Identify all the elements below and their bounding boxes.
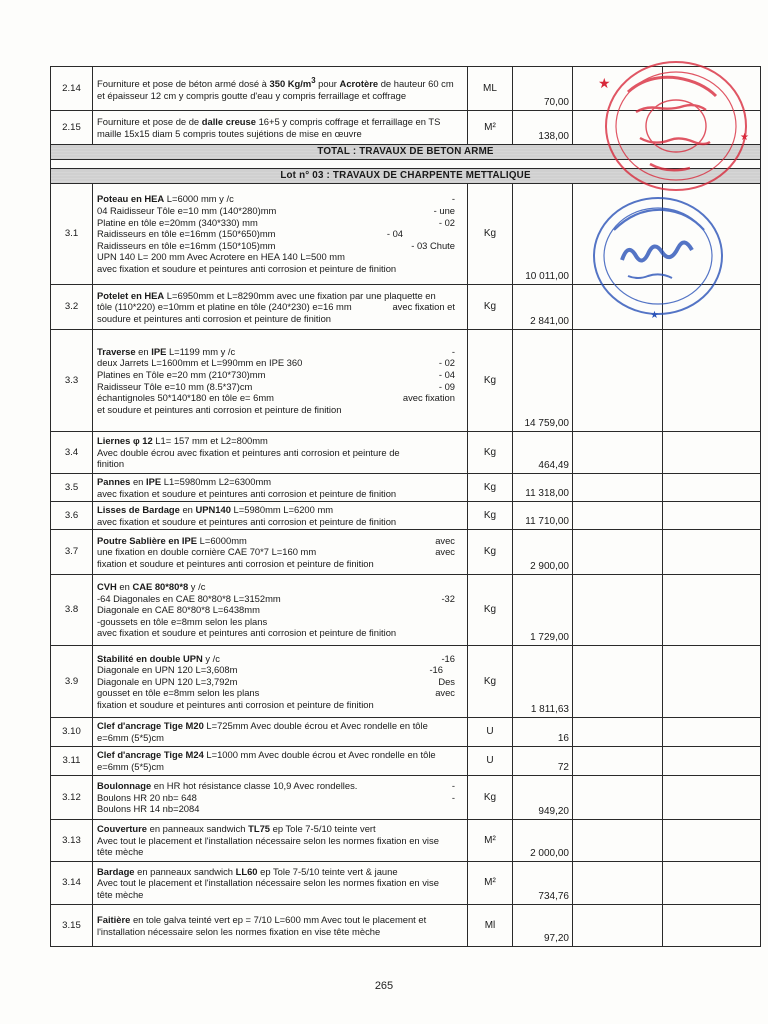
item-description-cell xyxy=(93,646,468,718)
description-text: et soudure et peintures anti corrosion et peinture de finition xyxy=(97,403,342,415)
description-text: Avec double écrou avec fixation et peintures anti corrosion et peinture de xyxy=(97,446,400,458)
item-number-cell: 2.14 xyxy=(51,67,93,111)
description-line xyxy=(97,516,463,528)
description-aside: -32 xyxy=(441,592,455,604)
description-line xyxy=(97,616,463,628)
description-aside: - 09 xyxy=(438,380,455,392)
description-text: Boulons HR 20 nb= 648 xyxy=(97,791,197,803)
item-description-cell xyxy=(93,776,468,820)
description-line xyxy=(97,664,463,676)
amount-cell xyxy=(663,776,761,820)
description-text: Diagonale en CAE 80*80*8 L=6438mm xyxy=(97,604,260,616)
quantity-cell: 2 000,00 xyxy=(513,820,573,862)
description-line xyxy=(97,381,463,393)
unit-price-cell xyxy=(573,718,663,747)
description-text: Couverture en panneaux sandwich TL75 ep Tole 7-5/10 teinte vert xyxy=(97,823,376,835)
description-line xyxy=(97,546,463,558)
table-row xyxy=(51,575,761,646)
description-aside: avec xyxy=(435,687,455,699)
amount-cell xyxy=(663,184,761,285)
description-line xyxy=(97,217,463,229)
description-aside: avec xyxy=(435,546,455,558)
table-row xyxy=(51,67,761,111)
table-row xyxy=(51,776,761,820)
description-text: avec fixation et soudure et peintures anti corrosion et peinture de finition xyxy=(97,515,397,527)
description-text: Fourniture et pose de de dalle creuse 16+5 y compris coffrage et ferraillage en TS xyxy=(97,115,441,127)
description-line xyxy=(97,301,463,313)
description-line xyxy=(97,780,463,792)
unit-price-cell xyxy=(573,530,663,575)
unit-cell: Kg xyxy=(468,285,513,330)
description-line xyxy=(97,263,463,275)
description-aside: - xyxy=(451,193,455,205)
description-text: Faitière en tole galva teinté vert ep = 7/10 L=600 mm Avec tout le placement et xyxy=(97,913,427,925)
description-line xyxy=(97,792,463,804)
section-band-title: TOTAL : TRAVAUX DE BETON ARME xyxy=(51,145,761,160)
unit-price-cell xyxy=(573,776,663,820)
description-line xyxy=(97,720,463,732)
quantity-cell: 1 729,00 xyxy=(513,575,573,646)
amount-cell xyxy=(663,67,761,111)
description-line xyxy=(97,228,463,240)
description-text: tête mèche xyxy=(97,846,144,858)
item-description-cell xyxy=(93,111,468,145)
unit-cell: Kg xyxy=(468,330,513,432)
description-text: tête mèche xyxy=(97,888,144,900)
item-description-cell xyxy=(93,530,468,575)
table-spacer-row xyxy=(51,160,761,169)
description-text: Clef d'ancrage Tige M20 L=725mm Avec double écrou et Avec rondelle en tôle xyxy=(97,720,428,732)
table-body xyxy=(51,67,761,947)
unit-price-cell xyxy=(573,747,663,776)
description-text: soudure et peintures anti corrosion et peinture de finition xyxy=(97,312,331,324)
description-line xyxy=(97,699,463,711)
table-row xyxy=(51,905,761,947)
section-band-row xyxy=(51,169,761,184)
item-description-cell xyxy=(93,718,468,747)
quantity-cell: 97,20 xyxy=(513,905,573,947)
table-row xyxy=(51,820,761,862)
item-number-cell: 3.13 xyxy=(51,820,93,862)
item-description-cell xyxy=(93,474,468,502)
description-line xyxy=(97,488,463,500)
table-row xyxy=(51,111,761,145)
description-text: CVH en CAE 80*80*8 y /c xyxy=(97,581,206,593)
description-text: Avec tout le placement et l'installation nécessaire selon les normes fixation en vise xyxy=(97,834,439,846)
description-text: Traverse en IPE L=1199 mm y /c xyxy=(97,345,236,357)
description-line xyxy=(97,926,463,938)
table-row xyxy=(51,862,761,905)
unit-cell: Kg xyxy=(468,432,513,474)
item-number-cell: 3.2 xyxy=(51,285,93,330)
unit-cell: Kg xyxy=(468,184,513,285)
unit-cell: Kg xyxy=(468,502,513,530)
description-aside: -16 xyxy=(441,652,455,664)
description-line xyxy=(97,761,463,773)
amount-cell xyxy=(663,646,761,718)
item-number-cell: 3.15 xyxy=(51,905,93,947)
amount-cell xyxy=(663,530,761,575)
description-text: fixation et soudure et peintures anti corrosion et peinture de finition xyxy=(97,698,374,710)
description-aside: -16 xyxy=(429,664,443,676)
description-aside: - 04 xyxy=(438,368,455,380)
section-band-row xyxy=(51,145,761,160)
description-text: UPN 140 L= 200 mm Avec Acrotere en HEA 140 L=500 mm xyxy=(97,251,345,263)
amount-cell xyxy=(663,474,761,502)
table-row xyxy=(51,432,761,474)
description-text: avec fixation et soudure et peintures anti corrosion et peinture de finition xyxy=(97,487,397,499)
description-text: Diagonale en UPN 120 L=3,608m xyxy=(97,664,238,676)
item-number-cell: 3.10 xyxy=(51,718,93,747)
item-number-cell: 3.3 xyxy=(51,330,93,432)
item-number-cell: 3.11 xyxy=(51,747,93,776)
description-text: Liernes φ 12 L1= 157 mm et L2=800mm xyxy=(97,435,268,447)
description-text: Poutre Sablière en IPE L=6000mm xyxy=(97,534,247,546)
item-number-cell: 3.1 xyxy=(51,184,93,285)
item-description-cell xyxy=(93,285,468,330)
description-line xyxy=(97,447,463,459)
description-line xyxy=(97,914,463,926)
description-text: une fixation en double cornière CAE 70*7 L=160 mm xyxy=(97,546,317,558)
description-text: maille 15x15 diam 5 compris toutes sujétions de mise en œuvre xyxy=(97,127,362,139)
description-aside: - 03 Chute xyxy=(411,239,455,251)
item-description-cell xyxy=(93,905,468,947)
description-aside: - xyxy=(451,791,455,803)
description-line xyxy=(97,653,463,665)
unit-price-cell xyxy=(573,646,663,718)
table-row xyxy=(51,646,761,718)
quantity-cell: 10 011,00 xyxy=(513,184,573,285)
description-text: Raidisseurs en tôle e=16mm (150*650)mm xyxy=(97,228,276,240)
description-text: e=6mm (5*5)cm xyxy=(97,732,164,743)
quantity-cell: 14 759,00 xyxy=(513,330,573,432)
item-description-cell xyxy=(93,862,468,905)
quantity-cell: 138,00 xyxy=(513,111,573,145)
description-line xyxy=(97,90,463,102)
quantity-cell: 72 xyxy=(513,747,573,776)
description-text: -64 Diagonales en CAE 80*80*8 L=3152mm xyxy=(97,592,281,604)
description-text: échantignoles 50*140*180 en tôle e= 6mm xyxy=(97,392,274,404)
description-text: fixation et soudure et peintures anti corrosion et peinture de finition xyxy=(97,557,374,569)
unit-price-cell xyxy=(573,575,663,646)
description-text: Fourniture et pose de béton armé dosé à 350 $Kg/m^3$ pour Acrotère de hauteur 60 cm xyxy=(97,76,454,90)
description-text: avec fixation et soudure et peintures anti corrosion et peinture de finition xyxy=(97,262,397,274)
item-number-cell: 2.15 xyxy=(51,111,93,145)
description-line xyxy=(97,392,463,404)
description-aside: avec xyxy=(435,534,455,546)
description-line xyxy=(97,251,463,263)
quantity-cell: 2 900,00 xyxy=(513,530,573,575)
unit-price-cell xyxy=(573,330,663,432)
description-line xyxy=(97,604,463,616)
description-line xyxy=(97,313,463,325)
description-text: Poteau en HEA L=6000 mm y /c xyxy=(97,193,234,205)
amount-cell xyxy=(663,330,761,432)
page-number: 265 xyxy=(374,980,394,992)
description-line xyxy=(97,535,463,547)
description-line xyxy=(97,627,463,639)
amount-cell xyxy=(663,862,761,905)
quantity-cell: 11 710,00 xyxy=(513,502,573,530)
unit-price-cell xyxy=(573,905,663,947)
quantity-cell: 70,00 xyxy=(513,67,573,111)
description-text: finition xyxy=(97,458,125,470)
item-description-cell xyxy=(93,67,468,111)
table-row xyxy=(51,747,761,776)
description-text: Clef d'ancrage Tige M24 L=1000 mm Avec double écrou et Avec rondelle en tôle xyxy=(97,749,436,761)
description-line xyxy=(97,357,463,369)
unit-cell: M² xyxy=(468,820,513,862)
description-text: Raidisseur Tôle e=10 mm (8.5*37)cm xyxy=(97,380,253,392)
unit-cell: M² xyxy=(468,111,513,145)
description-text: Pannes en IPE L1=5980mm L2=6300mm xyxy=(97,475,272,487)
unit-price-cell xyxy=(573,820,663,862)
description-text: Platines en Tôle e=20 mm (210*730)mm xyxy=(97,368,266,380)
item-number-cell: 3.14 xyxy=(51,862,93,905)
item-number-cell: 3.8 xyxy=(51,575,93,646)
item-description-cell xyxy=(93,747,468,776)
amount-cell xyxy=(663,747,761,776)
description-line xyxy=(97,116,463,128)
description-line xyxy=(97,749,463,761)
description-line xyxy=(97,458,463,470)
amount-cell xyxy=(663,111,761,145)
quantity-cell: 734,76 xyxy=(513,862,573,905)
unit-price-cell xyxy=(573,862,663,905)
unit-cell: U xyxy=(468,718,513,747)
item-number-cell: 3.9 xyxy=(51,646,93,718)
amount-cell xyxy=(663,905,761,947)
description-line xyxy=(97,476,463,488)
description-line xyxy=(97,581,463,593)
amount-cell xyxy=(663,820,761,862)
description-text: 04 Raidisseur Tôle e=10 mm (140*280)mm xyxy=(97,205,277,217)
description-text: Boulonnage en HR hot résistance classe 10,9 Avec rondelles. xyxy=(97,780,358,792)
description-aside: avec fixation et xyxy=(392,301,455,313)
quantity-cell: 1 811,63 xyxy=(513,646,573,718)
unit-cell: Ml xyxy=(468,905,513,947)
unit-price-cell xyxy=(573,285,663,330)
description-line xyxy=(97,404,463,416)
description-line xyxy=(97,240,463,252)
item-number-cell: 3.5 xyxy=(51,474,93,502)
item-description-cell xyxy=(93,820,468,862)
description-line xyxy=(97,504,463,516)
description-text: -goussets en tôle e=8mm selon les plans xyxy=(97,615,268,627)
unit-cell: M² xyxy=(468,862,513,905)
unit-cell: Kg xyxy=(468,530,513,575)
item-description-cell xyxy=(93,575,468,646)
unit-cell: U xyxy=(468,747,513,776)
unit-price-cell xyxy=(573,184,663,285)
quantity-cell: 16 xyxy=(513,718,573,747)
table-row xyxy=(51,474,761,502)
unit-cell: Kg xyxy=(468,575,513,646)
description-line xyxy=(97,866,463,878)
unit-cell: Kg xyxy=(468,474,513,502)
description-text: Boulons HR 14 nb=2084 xyxy=(97,803,200,815)
description-text: deux Jarrets L=1600mm et L=990mm en IPE 360 xyxy=(97,357,303,369)
bill-of-quantities-table xyxy=(50,66,761,947)
description-text: avec fixation et soudure et peintures anti corrosion et peinture de finition xyxy=(97,627,397,639)
description-line xyxy=(97,128,463,140)
item-number-cell: 3.12 xyxy=(51,776,93,820)
amount-cell xyxy=(663,718,761,747)
unit-cell: Kg xyxy=(468,646,513,718)
description-line xyxy=(97,75,463,90)
description-line xyxy=(97,823,463,835)
description-line xyxy=(97,290,463,302)
description-text: gousset en tôle e=8mm selon les plans xyxy=(97,687,260,699)
item-description-cell xyxy=(93,502,468,530)
unit-price-cell xyxy=(573,502,663,530)
description-text: Platine en tôle e=20mm (340*330) mm xyxy=(97,216,258,228)
unit-price-cell xyxy=(573,111,663,145)
amount-cell xyxy=(663,285,761,330)
description-text: l'installation nécessaire selon les normes fixation en vise tête mèche xyxy=(97,925,381,937)
svg-text:★: ★ xyxy=(598,76,611,92)
unit-price-cell xyxy=(573,432,663,474)
amount-cell xyxy=(663,575,761,646)
description-line xyxy=(97,369,463,381)
description-line xyxy=(97,558,463,570)
description-text: Raidisseurs en tôle e=16mm (150*105)mm xyxy=(97,239,276,251)
description-line xyxy=(97,435,463,447)
description-text: Potelet en HEA L=6950mm et L=8290mm avec une fixation par une plaquette en xyxy=(97,289,436,301)
description-text: Stabilité en double UPN y /c xyxy=(97,652,220,664)
item-number-cell: 3.4 xyxy=(51,432,93,474)
quantity-cell: 464,49 xyxy=(513,432,573,474)
spacer-cell xyxy=(51,160,761,169)
item-description-cell xyxy=(93,184,468,285)
item-number-cell: 3.7 xyxy=(51,530,93,575)
item-description-cell xyxy=(93,330,468,432)
description-line xyxy=(97,877,463,889)
table-row xyxy=(51,530,761,575)
description-text: tôle (110*220) e=10mm et platine en tôle (240*230) e=16 mm xyxy=(97,301,352,313)
svg-text:★: ★ xyxy=(650,310,659,321)
unit-price-cell xyxy=(573,474,663,502)
description-text: et épaisseur 12 cm y compris goutte d'eau y compris ferraillage et coffrage xyxy=(97,90,407,102)
description-line xyxy=(97,846,463,858)
unit-price-cell xyxy=(573,67,663,111)
description-aside: - 02 xyxy=(438,216,455,228)
description-line xyxy=(97,732,463,744)
description-aside: - 02 xyxy=(438,357,455,369)
table-row xyxy=(51,285,761,330)
section-band-title: Lot n° 03 : TRAVAUX DE CHARPENTE METTALIQUE xyxy=(51,169,761,184)
description-line xyxy=(97,803,463,815)
description-aside: Des xyxy=(438,675,455,687)
table-row xyxy=(51,184,761,285)
description-text: Lisses de Bardage en UPN140 L=5980mm L=6200 mm xyxy=(97,503,334,515)
description-line xyxy=(97,889,463,901)
description-aside: - une xyxy=(433,205,455,217)
item-description-cell xyxy=(93,432,468,474)
description-line xyxy=(97,687,463,699)
description-line xyxy=(97,593,463,605)
svg-text:★: ★ xyxy=(740,132,749,143)
description-text: Avec tout le placement et l'installation nécessaire selon les normes fixation en vise xyxy=(97,877,439,889)
description-text: Diagonale en UPN 120 L=3,792m xyxy=(97,675,238,687)
table-row xyxy=(51,330,761,432)
description-line xyxy=(97,835,463,847)
table-row xyxy=(51,718,761,747)
description-aside: - xyxy=(451,780,455,792)
item-number-cell: 3.6 xyxy=(51,502,93,530)
unit-cell: Kg xyxy=(468,776,513,820)
quantity-cell: 2 841,00 xyxy=(513,285,573,330)
table-row xyxy=(51,502,761,530)
amount-cell xyxy=(663,432,761,474)
unit-cell: ML xyxy=(468,67,513,111)
description-line xyxy=(97,193,463,205)
description-aside: avec fixation xyxy=(402,392,455,404)
description-text: Bardage en panneaux sandwich LL60 ep Tole 7-5/10 teinte vert & jaune xyxy=(97,865,398,877)
quantity-cell: 949,20 xyxy=(513,776,573,820)
description-text: e=6mm (5*5)cm xyxy=(97,761,164,772)
amount-cell xyxy=(663,502,761,530)
description-line xyxy=(97,676,463,688)
quantity-cell: 11 318,00 xyxy=(513,474,573,502)
description-aside: - xyxy=(451,345,455,357)
description-aside: - 04 xyxy=(386,228,403,240)
description-line xyxy=(97,346,463,358)
description-line xyxy=(97,205,463,217)
